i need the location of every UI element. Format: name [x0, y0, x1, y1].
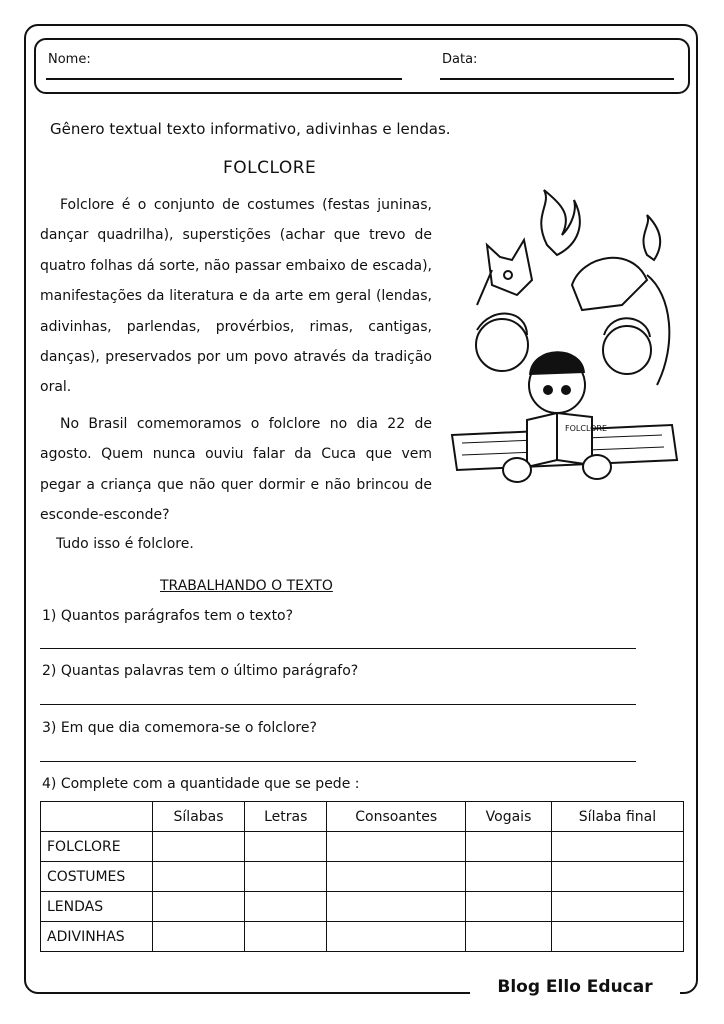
table-header-cell: Vogais	[466, 802, 552, 832]
question-4: 4) Complete com a quantidade que se pede :	[42, 776, 360, 792]
answer-cell[interactable]	[327, 832, 466, 862]
answer-cell[interactable]	[466, 922, 552, 952]
answer-cell[interactable]	[245, 862, 327, 892]
table-row	[41, 832, 684, 862]
date-field[interactable]	[440, 78, 674, 80]
table-row	[41, 892, 684, 922]
name-label: Nome:	[48, 52, 91, 67]
answer-cell[interactable]	[153, 862, 245, 892]
answer-cell[interactable]	[466, 832, 552, 862]
answer-cell[interactable]	[551, 862, 683, 892]
paragraph-1: Folclore é o conjunto de costumes (festas juninas, dançar quadrilha), superstições (achar que trevo de quatro folhas dá sorte, não passar embaixo de escada), manifestações da literatura e da arte em geral (lendas, adivinhas, parlendas, provérbios, rimas, cantigas, danças), preservados por um povo através da tradição oral.	[40, 197, 432, 396]
folklore-illustration	[432, 185, 692, 495]
question-3: 3) Em que dia comemora-se o folclore?	[42, 720, 317, 736]
row-label: COSTUMES	[41, 862, 153, 892]
answer-cell[interactable]	[245, 832, 327, 862]
row-label: LENDAS	[41, 892, 153, 922]
question-1: 1) Quantos parágrafos tem o texto?	[42, 608, 294, 624]
date-label: Data:	[442, 52, 478, 67]
name-field[interactable]	[46, 78, 402, 80]
answer-cell[interactable]	[153, 832, 245, 862]
completion-table	[40, 801, 684, 952]
book-title: FOLCLORE	[565, 424, 608, 433]
row-label: ADIVINHAS	[41, 922, 153, 952]
answer-cell[interactable]	[551, 892, 683, 922]
answer-line-3[interactable]	[40, 761, 636, 762]
answer-cell[interactable]	[551, 832, 683, 862]
answer-cell[interactable]	[327, 892, 466, 922]
table-header-cell: Letras	[245, 802, 327, 832]
section-title: TRABALHANDO O TEXTO	[160, 578, 333, 594]
table-header-cell	[41, 802, 153, 832]
table-header-cell: Consoantes	[327, 802, 466, 832]
text-title: FOLCLORE	[223, 158, 317, 178]
answer-cell[interactable]	[153, 922, 245, 952]
answer-cell[interactable]	[327, 862, 466, 892]
genre-heading: Gênero textual texto informativo, adivinhas e lendas.	[50, 120, 451, 138]
row-label: FOLCLORE	[41, 832, 153, 862]
answer-cell[interactable]	[327, 922, 466, 952]
table-header-row	[41, 802, 684, 832]
footer-brand: Blog Ello Educar	[470, 977, 680, 1003]
question-2: 2) Quantas palavras tem o último parágrafo?	[42, 663, 359, 679]
answer-cell[interactable]	[153, 892, 245, 922]
paragraph-3: Tudo isso é folclore.	[56, 536, 194, 552]
paragraph-2: No Brasil comemoramos o folclore no dia 22 de agosto. Quem nunca ouviu falar da Cuca que vem pegar a criança que não quer dormir e não brincou de esconde-esconde?	[40, 416, 432, 524]
answer-cell[interactable]	[466, 862, 552, 892]
table-header-cell: Sílaba final	[551, 802, 683, 832]
header-box	[34, 38, 690, 94]
answer-cell[interactable]	[551, 922, 683, 952]
answer-line-2[interactable]	[40, 704, 636, 705]
answer-cell[interactable]	[245, 892, 327, 922]
answer-line-1[interactable]	[40, 648, 636, 649]
answer-cell[interactable]	[466, 892, 552, 922]
table-row	[41, 922, 684, 952]
answer-cell[interactable]	[245, 922, 327, 952]
table-header-cell: Sílabas	[153, 802, 245, 832]
table-row	[41, 862, 684, 892]
